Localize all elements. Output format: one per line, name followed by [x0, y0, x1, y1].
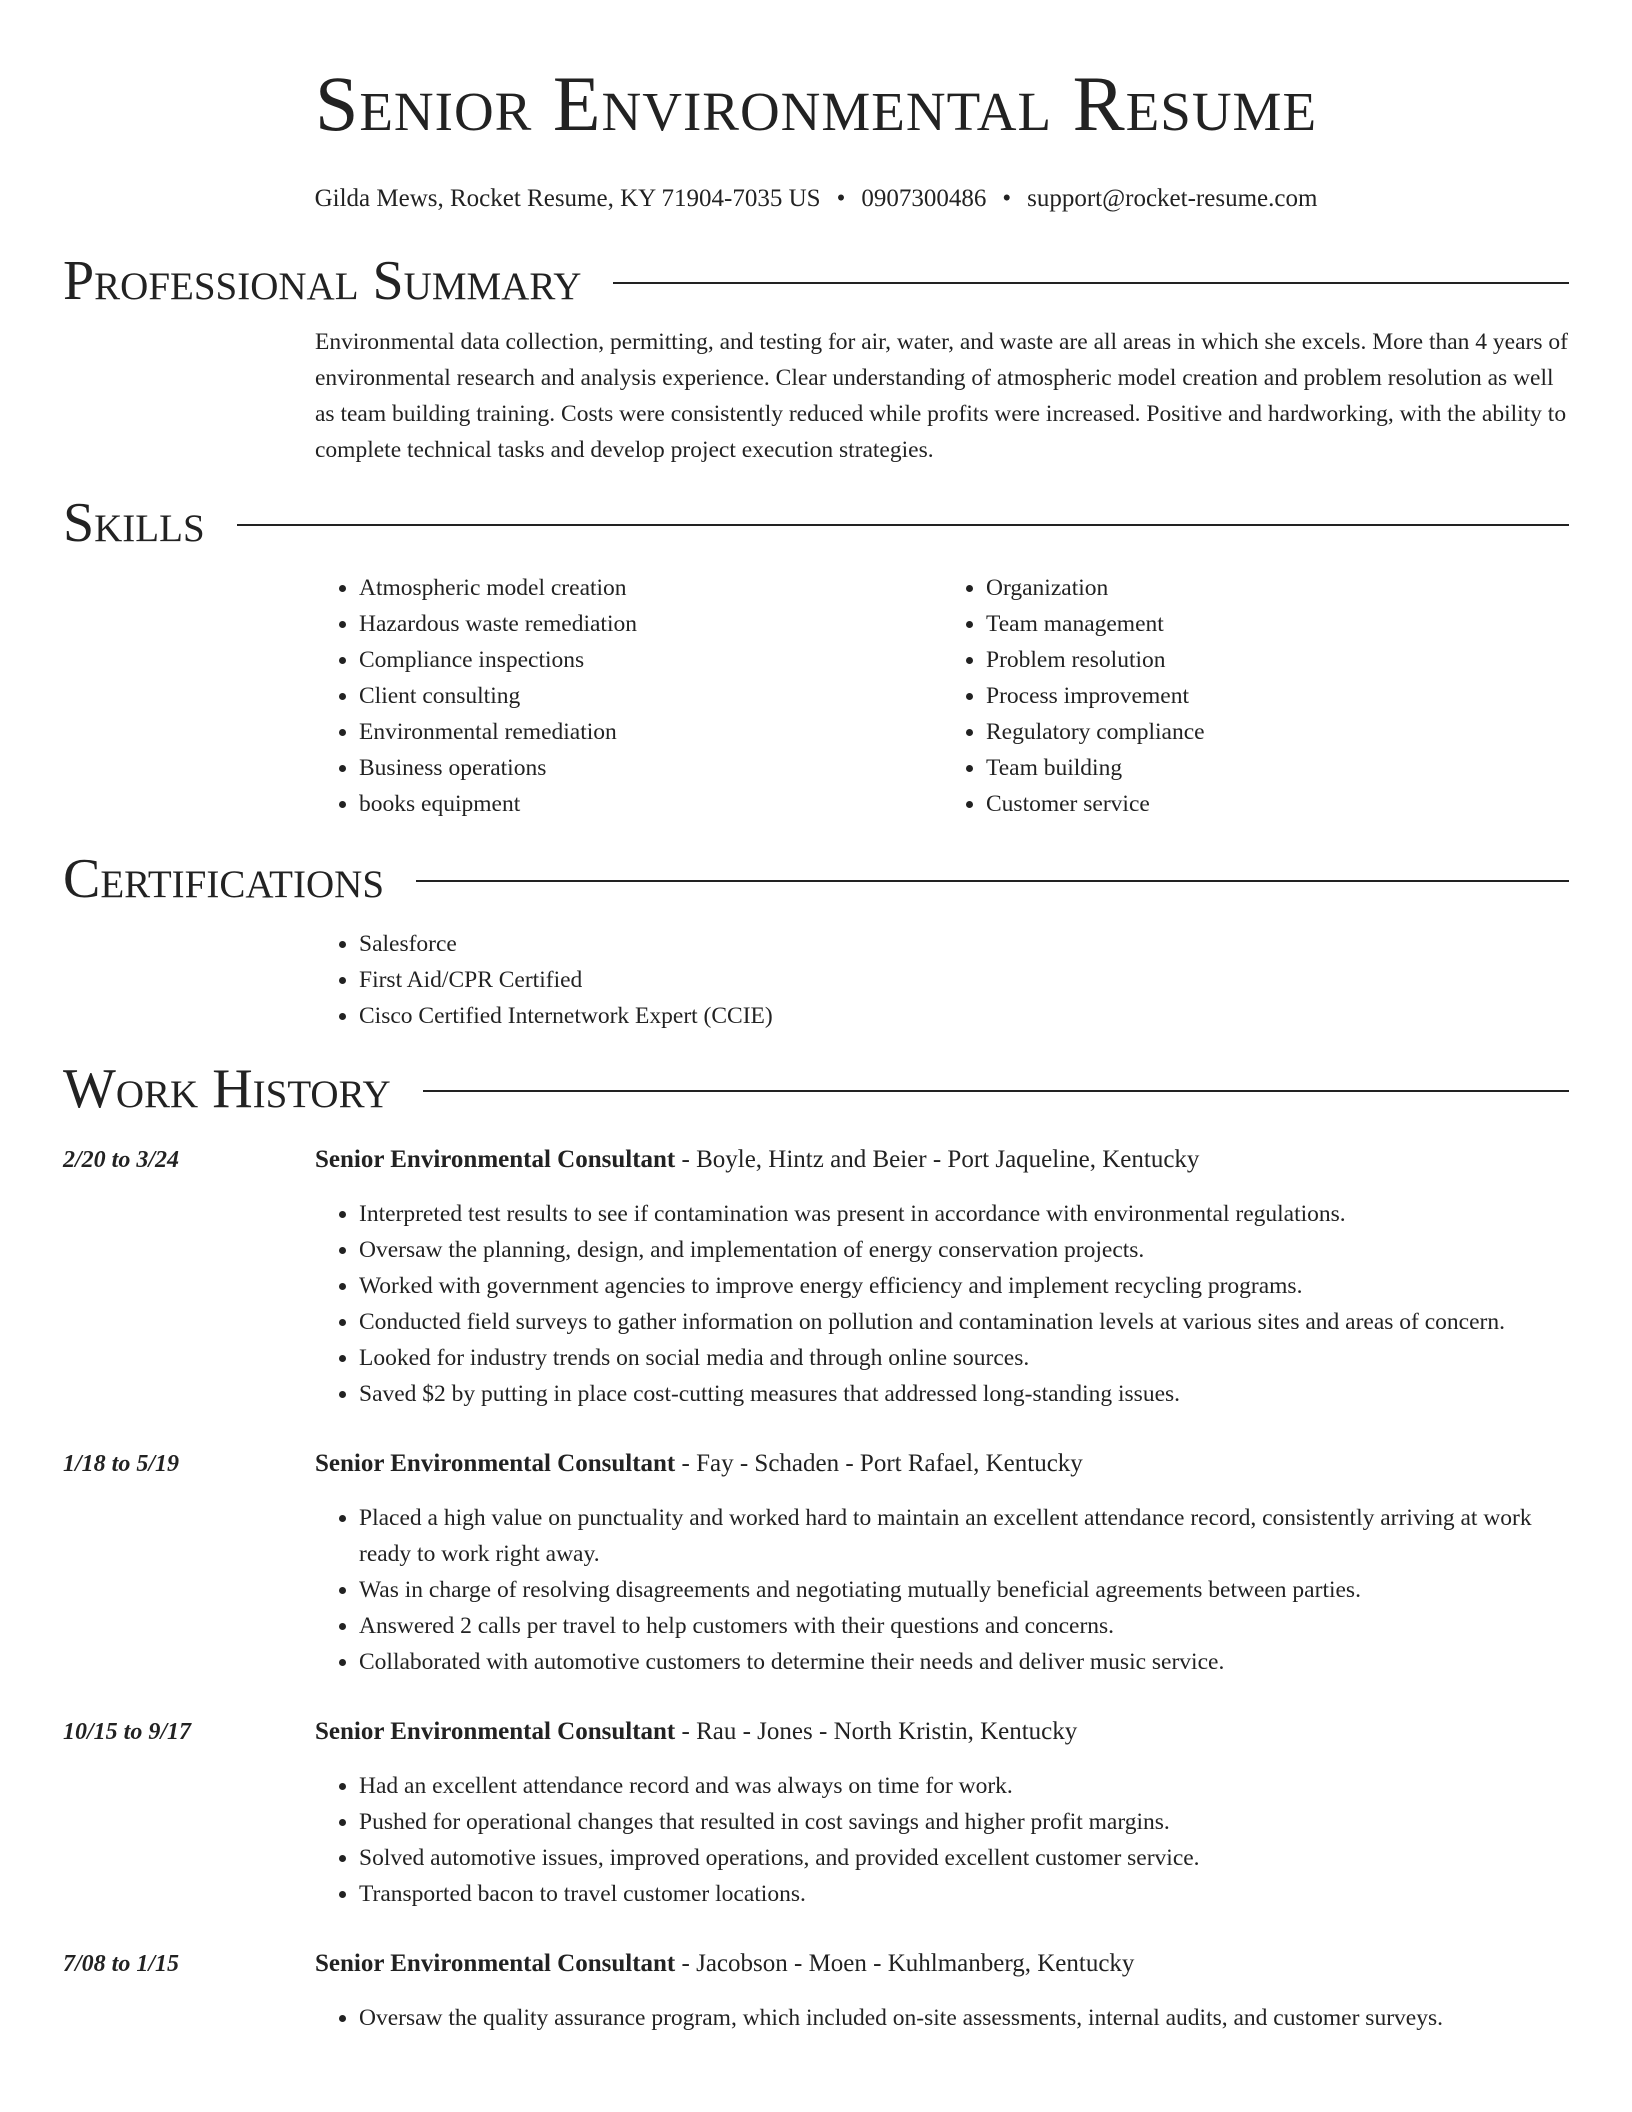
skill-item: • Customer service — [986, 786, 1569, 822]
certifications-list — [315, 926, 1569, 1034]
job-bullet: • Conducted field surveys to gather information on pollution and contamination levels at various sites and areas of concern. — [359, 1304, 1569, 1340]
certification-item: • Cisco Certified Internetwork Expert (CCIE) — [359, 998, 1569, 1034]
skill-item: • Hazardous waste remediation — [359, 606, 942, 642]
job-header — [315, 1946, 1569, 1982]
job-bullet: • Answered 2 calls per travel to help customers with their questions and concerns. — [359, 1608, 1569, 1644]
contact-separator: • — [836, 185, 846, 212]
skill-item: • Problem resolution — [986, 642, 1569, 678]
job-header — [315, 1446, 1569, 1482]
skill-item: • Process improvement — [986, 678, 1569, 714]
job-bullets — [315, 1500, 1569, 1680]
summary-section-header — [63, 246, 1569, 316]
job-bullet: • Solved automotive issues, improved operations, and provided excellent customer service. — [359, 1840, 1569, 1876]
summary-text: Environmental data collection, permitting, and testing for air, water, and waste are all areas in which she excels. More than 4 years of environmental research and analysis experience. Clear understanding of atmospheric model creation and problem resolution as well as team building training. Costs were consistently reduced while profits were increased. Positive and hardworking, with the ability to complete technical tasks and develop project execution strategies. — [315, 329, 1568, 463]
contact-email[interactable]: support@rocket-resume.com — [1027, 185, 1318, 212]
skill-item: • Team management — [986, 606, 1569, 642]
skill-item: • Environmental remediation — [359, 714, 942, 750]
job-bullet: • Looked for industry trends on social media and through online sources. — [359, 1340, 1569, 1376]
job-entry — [63, 1142, 1569, 1412]
job-bullet: • Worked with government agencies to improve energy efficiency and implement recycling programs. — [359, 1268, 1569, 1304]
job-employer: - Jacobson - Moen - Kuhlmanberg, Kentucky — [675, 1950, 1135, 1977]
job-entry — [63, 1446, 1569, 1680]
job-dates: 10/15 to 9/17 — [63, 1719, 192, 1745]
skills-column-right — [942, 570, 1569, 822]
job-bullet: • Pushed for operational changes that resulted in cost savings and higher profit margins. — [359, 1804, 1569, 1840]
job-role: Senior Environmental Consultant — [315, 1146, 676, 1173]
job-bullet: • Placed a high value on punctuality and worked hard to maintain an excellent attendance record, consistently arriving at work ready to work right away. — [359, 1500, 1569, 1572]
resume-title: Senior Environmental Resume — [314, 60, 1318, 147]
certification-item: • Salesforce — [359, 926, 1569, 962]
job-bullet: • Oversaw the quality assurance program, which included on-site assessments, internal audits, and customer surveys. — [359, 2000, 1569, 2036]
job-bullet: • Collaborated with automotive customers to determine their needs and deliver music service. — [359, 1644, 1569, 1680]
job-header — [315, 1714, 1569, 1750]
job-role: Senior Environmental Consultant — [315, 1718, 676, 1745]
section-divider — [237, 524, 1569, 526]
skill-item: • Team building — [986, 750, 1569, 786]
job-dates: 1/18 to 5/19 — [63, 1451, 180, 1477]
job-bullet: • Interpreted test results to see if contamination was present in accordance with environmental regulations. — [359, 1196, 1569, 1232]
skills-heading: Skills — [63, 492, 205, 554]
job-body — [315, 1142, 1569, 1412]
section-divider — [613, 282, 1569, 284]
skill-item: • Client consulting — [359, 678, 942, 714]
skill-item: • Compliance inspections — [359, 642, 942, 678]
job-body — [315, 1946, 1569, 2036]
job-entry — [63, 1946, 1569, 2036]
work-section-header — [63, 1054, 1569, 1124]
skill-item: • Atmospheric model creation — [359, 570, 942, 606]
job-bullet: • Had an excellent attendance record and was always on time for work. — [359, 1768, 1569, 1804]
job-body — [315, 1446, 1569, 1680]
job-dates: 7/08 to 1/15 — [63, 1951, 180, 1977]
skill-item: • Organization — [986, 570, 1569, 606]
certifications-section-header — [63, 844, 1569, 914]
section-divider — [423, 1090, 1569, 1092]
job-bullet: • Transported bacon to travel customer locations. — [359, 1876, 1569, 1912]
job-bullets — [315, 1196, 1569, 1412]
skills-section-header — [63, 488, 1569, 558]
skills-list — [315, 570, 1569, 822]
skill-item: • Regulatory compliance — [986, 714, 1569, 750]
job-role: Senior Environmental Consultant — [315, 1950, 676, 1977]
job-bullet: • Oversaw the planning, design, and implementation of energy conservation projects. — [359, 1232, 1569, 1268]
job-employer: - Fay - Schaden - Port Rafael, Kentucky — [675, 1450, 1083, 1477]
certifications-heading: Certifications — [63, 848, 385, 910]
skill-item: • Business operations — [359, 750, 942, 786]
certifications-content — [315, 926, 1569, 1034]
job-dates: 2/20 to 3/24 — [63, 1147, 180, 1173]
job-body — [315, 1714, 1569, 1912]
job-employer: - Rau - Jones - North Kristin, Kentucky — [675, 1718, 1078, 1745]
contact-phone: 0907300486 — [861, 185, 987, 212]
skill-item: • books equipment — [359, 786, 942, 822]
contact-address: Gilda Mews, Rocket Resume, KY 71904-7035 US — [314, 185, 821, 212]
summary-content — [315, 324, 1569, 468]
job-employer: - Boyle, Hintz and Beier - Port Jaqueline, Kentucky — [675, 1146, 1200, 1173]
section-divider — [416, 880, 1569, 882]
job-bullet: • Saved $2 by putting in place cost-cutting measures that addressed long-standing issues. — [359, 1376, 1569, 1412]
work-heading: Work History — [63, 1058, 391, 1120]
job-bullets — [315, 2000, 1569, 2036]
contact-separator: • — [1002, 185, 1012, 212]
job-header — [315, 1142, 1569, 1178]
contact-line — [63, 182, 1569, 216]
summary-heading: Professional Summary — [63, 250, 582, 312]
certification-item: • First Aid/CPR Certified — [359, 962, 1569, 998]
job-entry — [63, 1714, 1569, 1912]
job-bullet: • Was in charge of resolving disagreements and negotiating mutually beneficial agreements between parties. — [359, 1572, 1569, 1608]
job-bullets — [315, 1768, 1569, 1912]
skills-column-left — [315, 570, 942, 822]
job-role: Senior Environmental Consultant — [315, 1450, 676, 1477]
